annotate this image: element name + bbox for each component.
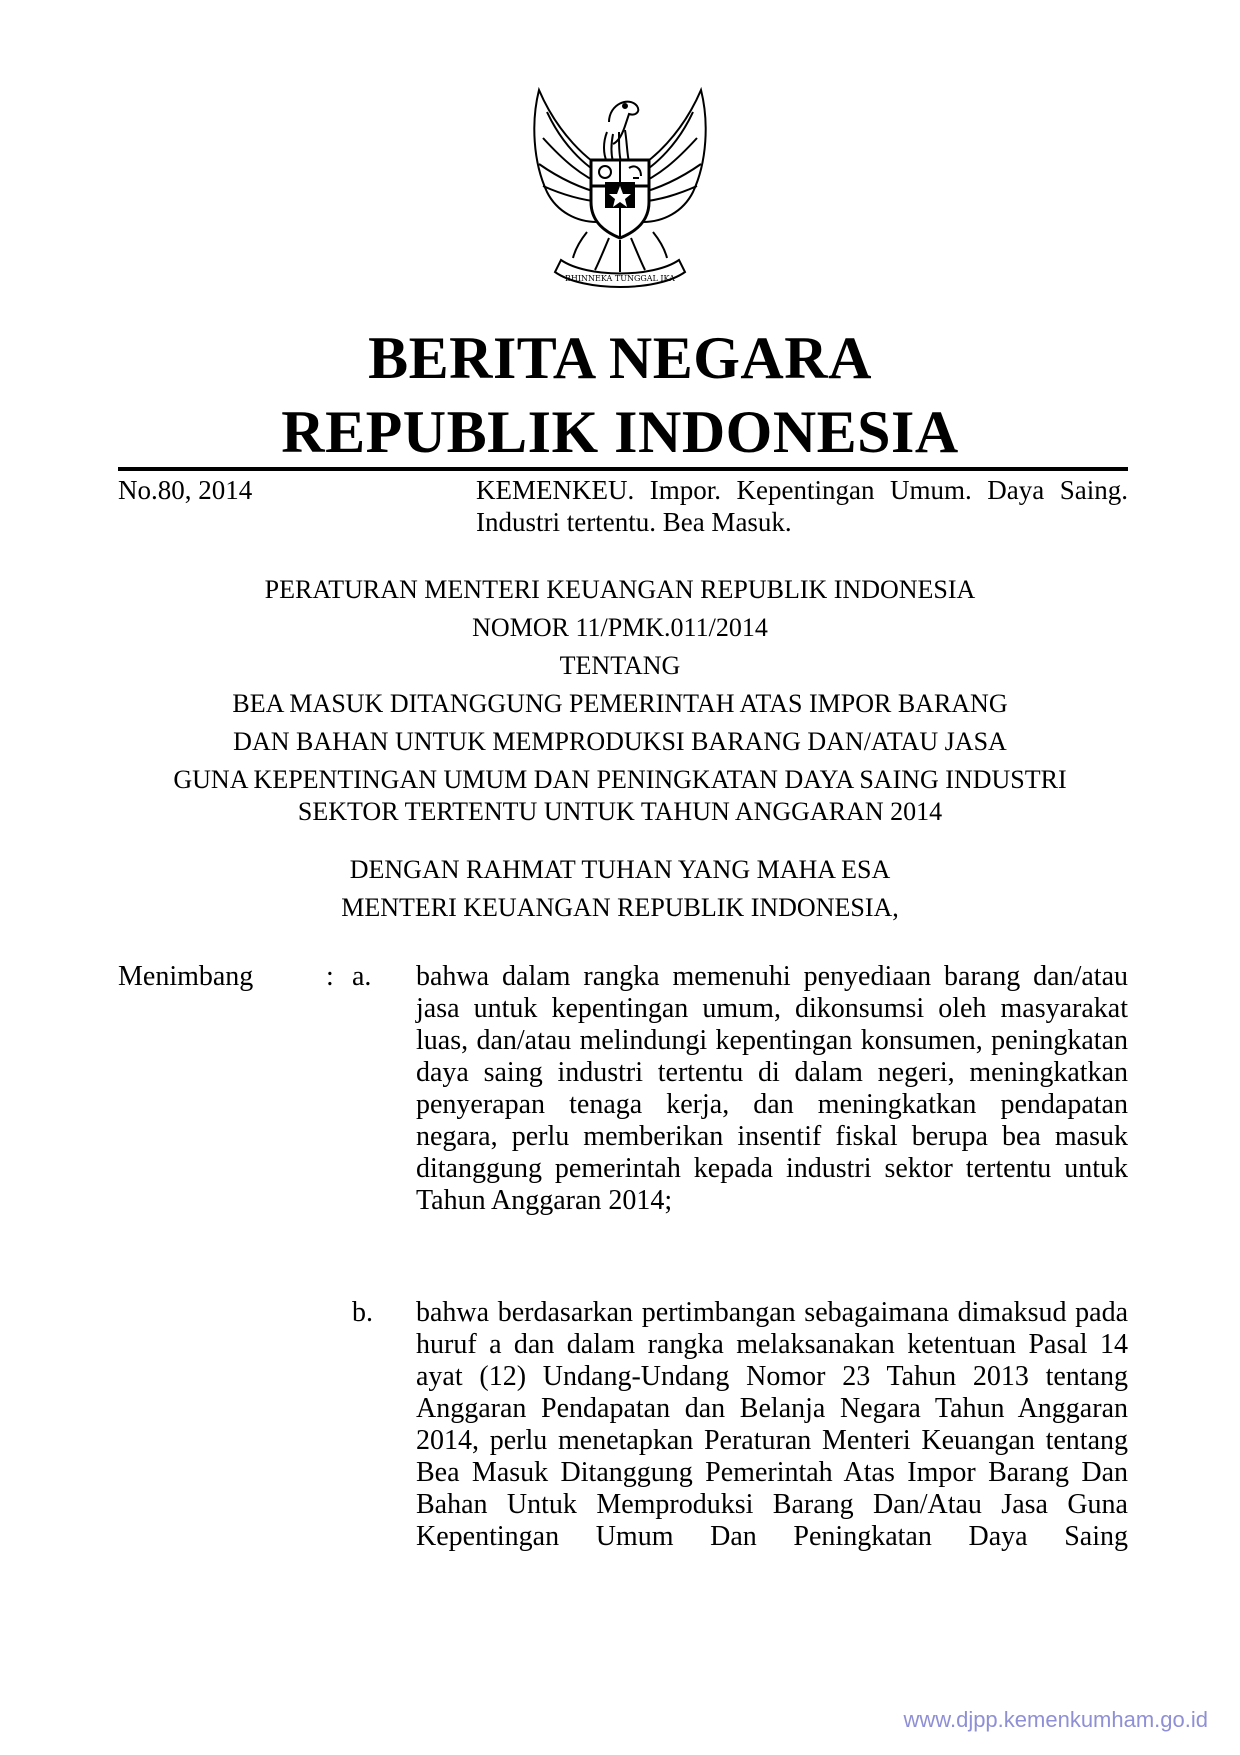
header-rule [118, 467, 1128, 471]
considering-colon: : [326, 961, 334, 992]
considering-item-letter: a. [352, 961, 372, 992]
regulation-title-line: GUNA KEPENTINGAN UMUM DAN PENINGKATAN DAYA SAING INDUSTRI [173, 765, 1067, 794]
regulation-title-line: BEA MASUK DITANGGUNG PEMERINTAH ATAS IMPOR BARANG [232, 689, 1008, 718]
preamble-line: DENGAN RAHMAT TUHAN YANG MAHA ESA [349, 855, 891, 884]
svg-text:BHINNEKA TUNGGAL IKA: BHINNEKA TUNGGAL IKA [565, 274, 675, 283]
considering-item-letter: b. [352, 1297, 373, 1328]
preamble-line: MENTERI KEUANGAN REPUBLIK INDONESIA, [341, 893, 899, 922]
regulation-title-line: DAN BAHAN UNTUK MEMPRODUKSI BARANG DAN/ATAU JASA [233, 727, 1007, 756]
footer-url-link[interactable]: www.djpp.kemenkumham.go.id [903, 1707, 1208, 1732]
regulation-about: TENTANG [559, 651, 681, 680]
regulation-number: NOMOR 11/PMK.011/2014 [472, 613, 768, 642]
masthead-title: BERITA NEGARA [368, 325, 872, 391]
considering-item-text: bahwa berdasarkan pertimbangan sebagaimana dimaksud pada huruf a dan dalam rangka melaksanakan ketentuan Pasal 14 ayat (12) Undang-Undang Nomor 23 Tahun 2013 tentang Anggaran Pendapatan dan Belanja Negara Tahun Anggaran 2014, perlu menetapkan Peraturan Menteri Keuangan tentang Bea Masuk Ditanggung Pemerintah Atas Impor Barang Dan Bahan Untuk Memproduksi Barang Dan/Atau Jasa Guna Kepentingan Umum Dan Peningkatan Daya Saing [416, 1297, 1128, 1552]
garuda-pancasila-emblem-icon [517, 82, 723, 296]
regulation-title-line: SEKTOR TERTENTU UNTUK TAHUN ANGGARAN 2014 [297, 797, 943, 826]
gazette-topic: KEMENKEU. Impor. Kepentingan Umum. Daya Saing. Industri tertentu. Bea Masuk. [476, 475, 1128, 537]
regulation-type: PERATURAN MENTERI KEUANGAN REPUBLIK INDONESIA [264, 575, 976, 604]
gazette-number: No.80, 2014 [118, 475, 253, 505]
considering-label: Menimbang [118, 961, 254, 992]
considering-item-text: bahwa dalam rangka memenuhi penyediaan barang dan/atau jasa untuk kepentingan umum, dikonsumsi oleh masyarakat luas, dan/atau melindungi kepentingan konsumen, peningkatan daya saing industri tertentu di dalam negeri, meningkatkan penyerapan tenaga kerja, dan meningkatkan pendapatan negara, perlu memberikan insentif fiskal berupa bea masuk ditanggung pemerintah kepada industri sektor tertentu untuk Tahun Anggaran 2014; [416, 961, 1128, 1216]
masthead-subtitle: REPUBLIK INDONESIA [281, 399, 959, 465]
